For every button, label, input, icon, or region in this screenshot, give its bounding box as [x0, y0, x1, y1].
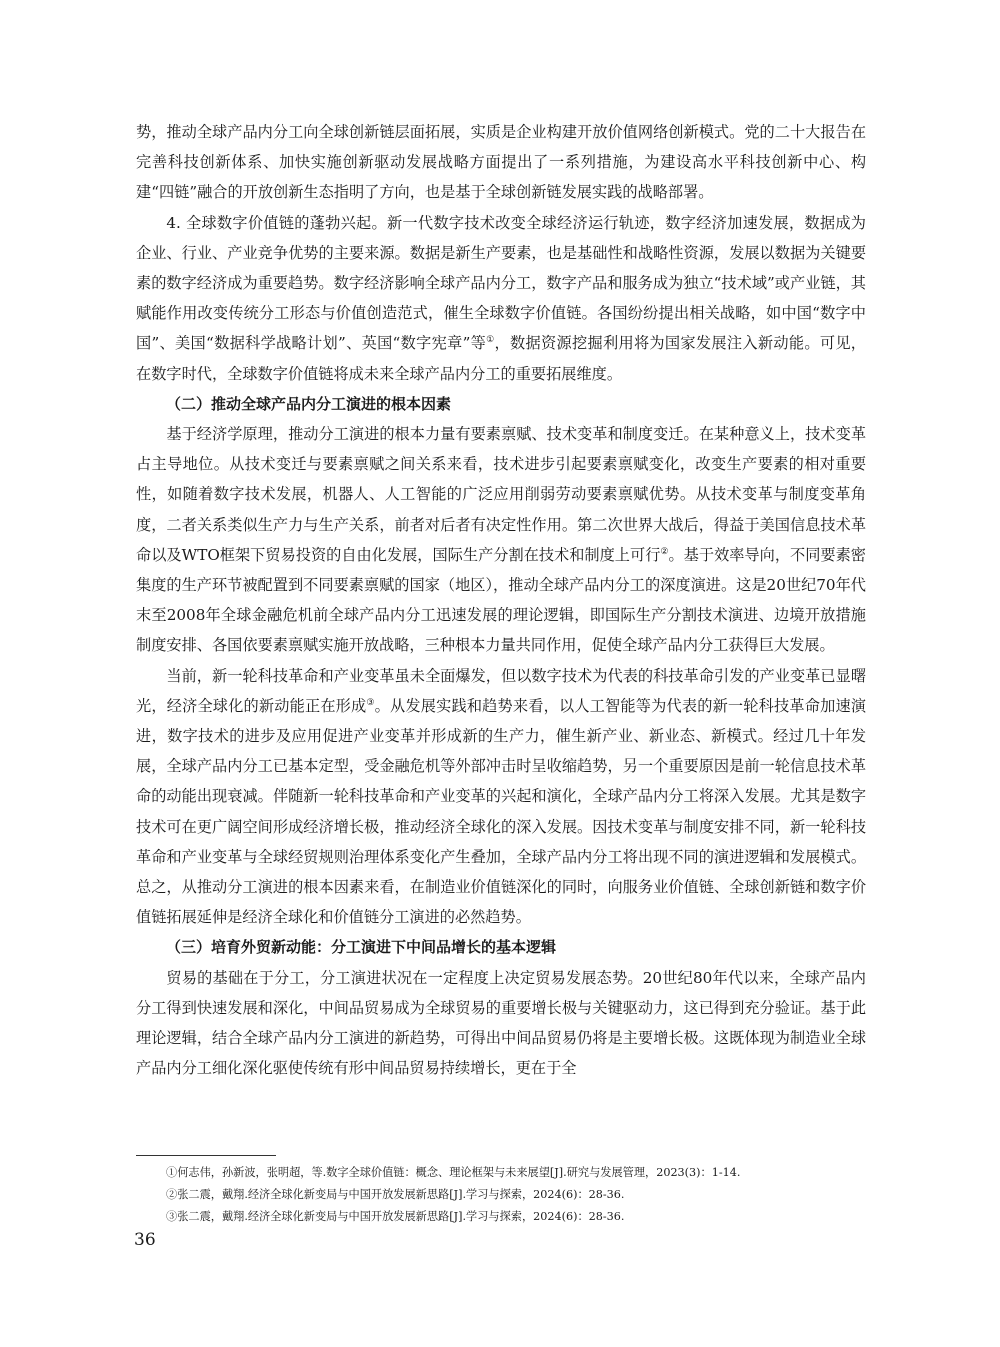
paragraph-text: 基于经济学原理，推动分工演进的根本力量有要素禀赋、技术变革和制度变迁。在某种意义上，技术变革占主导地位。从技术变迁与要素禀赋之间关系来看，技术进步引起要素禀赋变化，改变生产要素的相对重要性，如随着数字技术发展，机器人、人工智能的广泛应用削弱劳动要素禀赋优势。从技术变革与制度变革角度，二者关系类似生产力与生产关系，前者对后者有决定性作用。第二次世界大战后，得益于美国信息技术革命以及WTO框架下贸易投资的自由化发展，国际生产分割在技术和制度上可行 — [136, 425, 866, 564]
paragraph-trade — [136, 963, 866, 1084]
paragraph-text: 。从发展实践和趋势来看，以人工智能等为代表的新一轮科技革命加速演进，数字技术的进步及应用促进产业变革并形成新的生产力，催生新产业、新业态、新模式。经过几十年发展，全球产品内分工已基本定型，受金融危机等外部冲击时呈收缩趋势，另一个重要原因是前一轮信息技术革命的动能出现衰减。伴随新一轮科技革命和产业变革的兴起和演化，全球产品内分工将深入发展。尤其是数字技术可在更广阔空间形成经济增长极，推动经济全球化的深入发展。因技术变革与制度安排不同，新一轮科技革命和产业变革与全球经贸规则治理体系变化产生叠加，全球产品内分工将出现不同的演进逻辑和发展模式。总之，从推动分工演进的根本因素来看，在制造业价值链深化的同时，向服务业价值链、全球创新链和数字价值链拓展延伸是经济全球化和价值链分工演进的必然趋势。 — [136, 696, 867, 927]
paragraph-text: 势，推动全球产品内分工向全球创新链层面拓展，实质是企业构建开放价值网络创新模式。党的二十大报告在完善科技创新体系、加快实施创新驱动发展战略方面提出了一系列措施，为建设高水平科技创新中心、构建“四链”融合的开放创新生态指明了方向，也是基于全球创新链发展实践的战略部署。 — [136, 123, 866, 202]
paragraph-root-factors — [136, 419, 866, 661]
page-number: 36 — [134, 1230, 156, 1250]
footnote-ref-3[interactable]: ③ — [366, 697, 375, 708]
footnote-1: ①何志伟，孙新波，张明超，等.数字全球价值链：概念、理论框架与未来展望[J].研究与发展管理，2023(3)：1-14. — [166, 1166, 741, 1179]
paragraph-text: 4. 全球数字价值链的蓬勃兴起。新一代数字技术改变全球经济运行轨迹，数字经济加速发展，数据成为企业、行业、产业竞争优势的主要来源。数据是新生产要素，也是基础性和战略性资源，发展以数据为关键要素的数字经济成为重要趋势。数字经济影响全球产品内分工，数字产品和服务成为独立“技术域”或产业链，其赋能作用改变传统分工形态与价值创造范式，催生全球数字价值链。各国纷纷提出相关战略，如中国“数字中国”、美国“数据科学战略计划”、英国“数字宪章”等 — [136, 213, 866, 353]
paragraph-text: 当前，新一轮科技革命和产业变革虽未全面爆发，但以数字技术为代表的科技革命引发的产业变革已显曙光，经济全球化的新动能正在形成 — [136, 666, 866, 715]
footnote-divider — [136, 1155, 276, 1156]
paragraph-continuation — [136, 117, 866, 208]
body-text — [136, 117, 866, 1084]
footnote-ref-1[interactable]: ① — [486, 335, 495, 346]
paragraph-text: 贸易的基础在于分工，分工演进状况在一定程度上决定贸易发展态势。20世纪80年代以来，全球产品内分工得到快速发展和深化，中间品贸易成为全球贸易的重要增长极与关键驱动力，这已得到充分验证。基于此理论逻辑，结合全球产品内分工演进的新趋势，可得出中间品贸易仍将是主要增长极。这既体现为制造业全球产品内分工细化深化驱使传统有形中间品贸易持续增长，更在于全 — [136, 968, 866, 1078]
paragraph-text: ，数据资源挖掘利用将为国家发展注入新动能。可见，在数字时代，全球数字价值链将成未来全球产品内分工的重要拓展维度。 — [136, 334, 866, 383]
footnote-3: ③张二震，戴翔.经济全球化新变局与中国开放发展新思路[J].学习与探索，2024(6)：28-36. — [166, 1210, 625, 1223]
footnote-ref-2[interactable]: ② — [660, 546, 669, 557]
paragraph-text: 。基于效率导向，不同要素密集度的生产环节被配置到不同要素禀赋的国家（地区），推动全球产品内分工的深度演进。这是20世纪70年代末至2008年全球金融危机前全球产品内分工迅速发展的理论逻辑，即国际生产分割技术演进、边境开放措施制度安排、各国依要素禀赋实施开放战略，三种根本力量共同作用，促使全球产品内分工获得巨大发展。 — [136, 545, 866, 655]
footnotes — [166, 1162, 866, 1228]
section-heading-2: （二）推动全球产品内分工演进的根本因素 — [166, 394, 452, 413]
paragraph-digital-value-chain — [136, 208, 866, 389]
footnote-2: ②张二震，戴翔.经济全球化新变局与中国开放发展新思路[J].学习与探索，2024(6)：28-36. — [166, 1188, 625, 1201]
section-heading-3: （三）培育外贸新动能：分工演进下中间品增长的基本逻辑 — [166, 938, 557, 957]
paragraph-current — [136, 661, 866, 933]
